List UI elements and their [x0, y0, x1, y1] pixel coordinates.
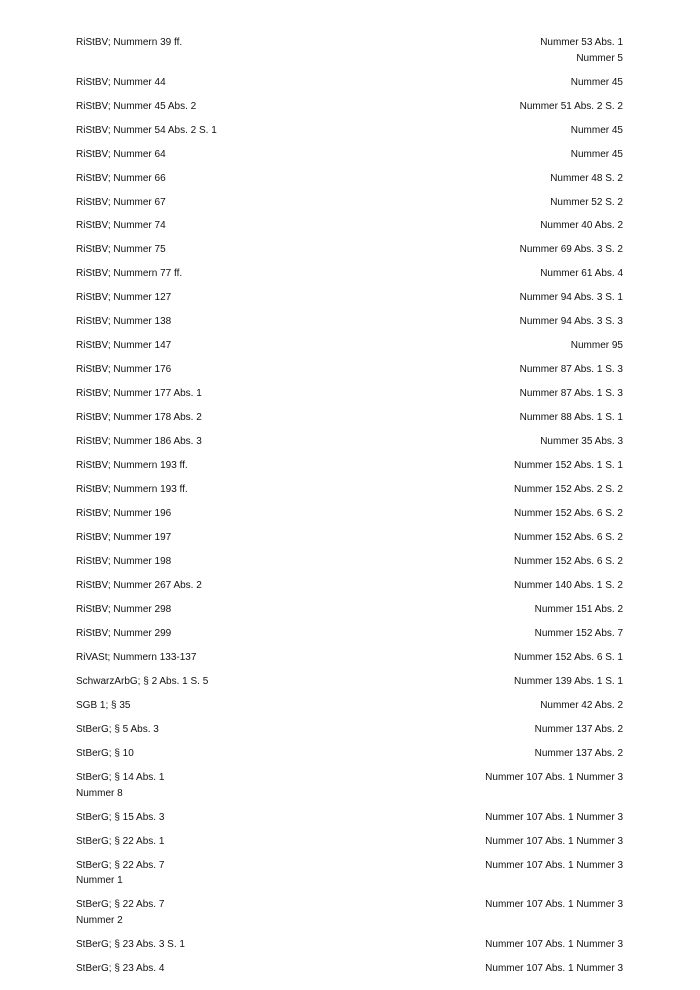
source-reference: RiStBV; Nummer 45 Abs. 2 [76, 100, 197, 112]
target-reference: Nummer 95 [570, 340, 623, 352]
source-reference: RiStBV; Nummer 197 [76, 532, 172, 544]
table-row [0, 746, 700, 762]
table-row [0, 195, 700, 211]
target-reference: Nummer 53 Abs. 1 Nummer 5 [540, 37, 623, 64]
target-reference: Nummer 151 Abs. 2 [534, 604, 623, 616]
target-reference: Nummer 87 Abs. 1 S. 3 [519, 388, 623, 400]
reference-table [0, 35, 700, 976]
table-row [0, 242, 700, 258]
target-reference: Nummer 69 Abs. 3 S. 2 [519, 244, 623, 256]
target-reference: Nummer 152 Abs. 6 S. 2 [514, 556, 623, 568]
table-row [0, 147, 700, 163]
source-reference: RiStBV; Nummer 67 [76, 196, 166, 208]
source-reference: StBerG; § 23 Abs. 4 [76, 962, 165, 974]
source-reference: SchwarzArbG; § 2 Abs. 1 S. 5 [76, 676, 209, 688]
target-reference: Nummer 152 Abs. 6 S. 1 [514, 652, 623, 664]
source-reference: RiStBV; Nummer 176 [76, 364, 172, 376]
source-reference: SGB 1; § 35 [76, 700, 131, 712]
target-reference: Nummer 107 Abs. 1 Nummer 3 [485, 938, 623, 950]
table-row [0, 123, 700, 139]
table-row [0, 35, 700, 66]
source-reference: RiStBV; Nummer 127 [76, 292, 172, 304]
target-reference: Nummer 35 Abs. 3 [540, 436, 623, 448]
target-reference: Nummer 152 Abs. 1 S. 1 [514, 460, 623, 472]
source-reference: RiStBV; Nummern 193 ff. [76, 484, 188, 496]
source-reference: RiStBV; Nummer 177 Abs. 1 [76, 388, 202, 400]
target-reference: Nummer 61 Abs. 4 [540, 268, 623, 280]
target-reference: Nummer 139 Abs. 1 S. 1 [514, 676, 623, 688]
source-reference: RiStBV; Nummer 298 [76, 604, 172, 616]
source-reference: RiStBV; Nummer 64 [76, 148, 166, 160]
source-reference: RiStBV; Nummer 54 Abs. 2 S. 1 [76, 124, 217, 136]
target-reference: Nummer 107 Abs. 1 Nummer 3 [485, 811, 623, 823]
source-reference: RiStBV; Nummer 267 Abs. 2 [76, 580, 202, 592]
source-reference: RiStBV; Nummer 147 [76, 340, 172, 352]
target-reference: Nummer 137 Abs. 2 [534, 724, 623, 736]
source-reference: RiStBV; Nummern 77 ff. [76, 268, 183, 280]
source-reference: StBerG; § 15 Abs. 3 [76, 811, 165, 823]
table-row [0, 602, 700, 618]
table-row [0, 171, 700, 187]
source-reference: RiStBV; Nummer 74 [76, 220, 166, 232]
table-row [0, 266, 700, 282]
table-row [0, 290, 700, 306]
table-row [0, 386, 700, 402]
target-reference: Nummer 137 Abs. 2 [534, 748, 623, 760]
target-reference: Nummer 152 Abs. 6 S. 2 [514, 508, 623, 520]
table-row [0, 99, 700, 115]
target-reference: Nummer 48 S. 2 [550, 172, 623, 184]
table-row [0, 338, 700, 354]
target-reference: Nummer 107 Abs. 1 Nummer 3 [485, 772, 623, 784]
source-reference: StBerG; § 10 [76, 748, 134, 760]
target-reference: Nummer 45 [570, 124, 623, 136]
table-row [0, 674, 700, 690]
source-reference: StBerG; § 5 Abs. 3 [76, 724, 159, 736]
source-reference: RiStBV; Nummer 138 [76, 316, 172, 328]
table-row [0, 770, 700, 801]
source-reference: RiStBV; Nummer 75 [76, 244, 166, 256]
target-reference: Nummer 94 Abs. 3 S. 1 [519, 292, 623, 304]
table-row [0, 314, 700, 330]
target-reference: Nummer 45 [570, 76, 623, 88]
target-reference: Nummer 140 Abs. 1 S. 2 [514, 580, 623, 592]
table-row [0, 434, 700, 450]
target-reference: Nummer 52 S. 2 [550, 196, 623, 208]
target-reference: Nummer 107 Abs. 1 Nummer 3 [485, 899, 623, 911]
table-row [0, 650, 700, 666]
table-row [0, 578, 700, 594]
source-reference: RiStBV; Nummer 196 [76, 508, 172, 520]
source-reference: RiVASt; Nummern 133-137 [76, 652, 197, 664]
table-row [0, 75, 700, 91]
source-reference: RiStBV; Nummer 44 [76, 76, 166, 88]
table-row [0, 458, 700, 474]
target-reference: Nummer 45 [570, 148, 623, 160]
table-row [0, 362, 700, 378]
table-row [0, 937, 700, 953]
target-reference: Nummer 42 Abs. 2 [540, 700, 623, 712]
source-reference: StBerG; § 14 Abs. 1 Nummer 8 [76, 772, 165, 799]
target-reference: Nummer 40 Abs. 2 [540, 220, 623, 232]
table-row [0, 834, 700, 850]
table-row [0, 554, 700, 570]
table-row [0, 810, 700, 826]
source-reference: StBerG; § 22 Abs. 7 Nummer 2 [76, 899, 165, 926]
target-reference: Nummer 107 Abs. 1 Nummer 3 [485, 962, 623, 974]
table-row [0, 897, 700, 928]
table-row [0, 722, 700, 738]
source-reference: RiStBV; Nummer 198 [76, 556, 172, 568]
target-reference: Nummer 88 Abs. 1 S. 1 [519, 412, 623, 424]
target-reference: Nummer 107 Abs. 1 Nummer 3 [485, 859, 623, 871]
target-reference: Nummer 152 Abs. 7 [534, 628, 623, 640]
source-reference: RiStBV; Nummer 186 Abs. 3 [76, 436, 202, 448]
source-reference: RiStBV; Nummer 178 Abs. 2 [76, 412, 202, 424]
table-row [0, 410, 700, 426]
source-reference: RiStBV; Nummer 66 [76, 172, 166, 184]
source-reference: RiStBV; Nummern 193 ff. [76, 460, 188, 472]
source-reference: StBerG; § 23 Abs. 3 S. 1 [76, 938, 185, 950]
target-reference: Nummer 87 Abs. 1 S. 3 [519, 364, 623, 376]
source-reference: RiStBV; Nummer 299 [76, 628, 172, 640]
table-row [0, 858, 700, 889]
target-reference: Nummer 152 Abs. 6 S. 2 [514, 532, 623, 544]
target-reference: Nummer 107 Abs. 1 Nummer 3 [485, 835, 623, 847]
table-row [0, 626, 700, 642]
target-reference: Nummer 94 Abs. 3 S. 3 [519, 316, 623, 328]
source-reference: StBerG; § 22 Abs. 7 Nummer 1 [76, 859, 165, 887]
target-reference: Nummer 51 Abs. 2 S. 2 [519, 100, 623, 112]
source-reference: StBerG; § 22 Abs. 1 [76, 835, 165, 847]
table-row [0, 218, 700, 234]
table-row [0, 530, 700, 546]
source-reference: RiStBV; Nummern 39 ff. [76, 37, 183, 48]
table-row [0, 506, 700, 522]
table-row [0, 698, 700, 714]
table-row [0, 482, 700, 498]
target-reference: Nummer 152 Abs. 2 S. 2 [514, 484, 623, 496]
table-row [0, 961, 700, 977]
